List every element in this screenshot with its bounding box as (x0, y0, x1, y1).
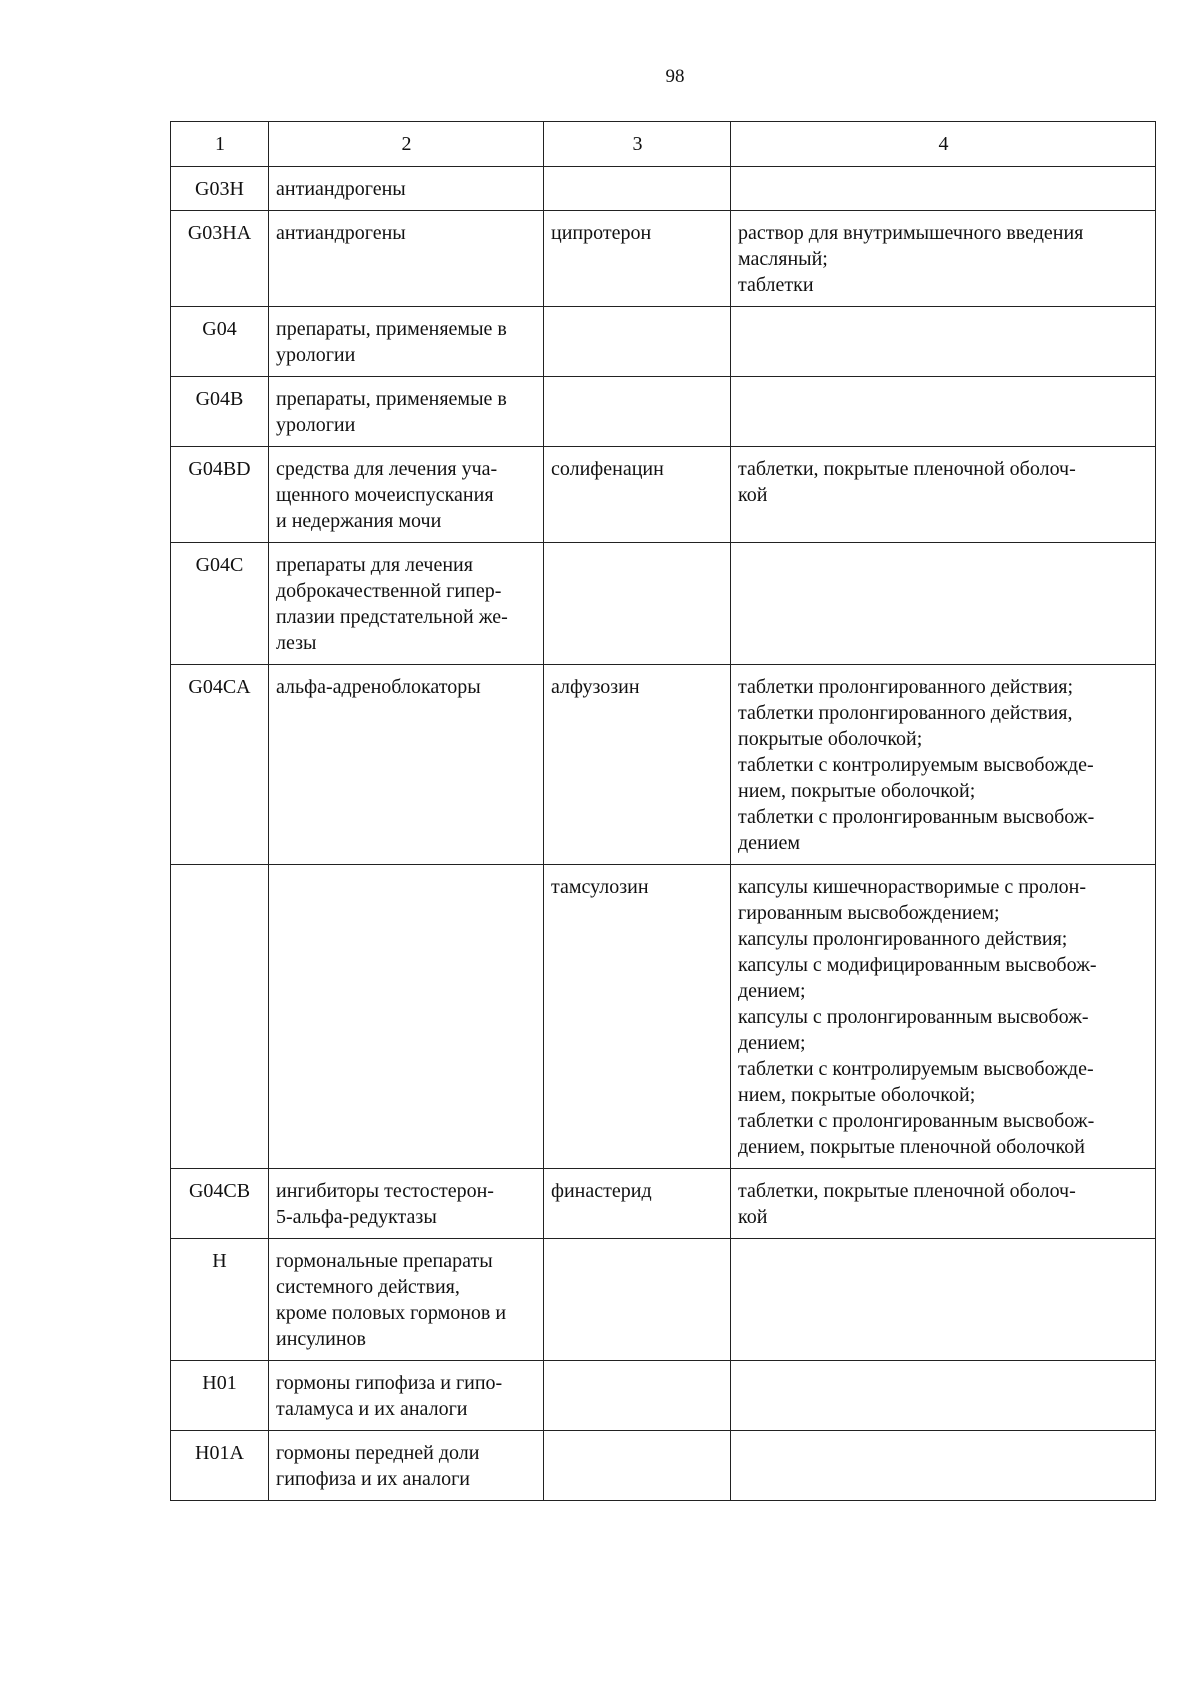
table-row (171, 865, 1156, 1169)
dosage-form-cell: таблетки, покрытые пленочной оболоч- кой (731, 1169, 1156, 1239)
table-row (171, 307, 1156, 377)
header-col-3: 3 (544, 122, 731, 167)
dosage-form-cell: таблетки пролонгированного действия; таблетки пролонгированного действия, покрытые оболочкой; таблетки с контролируемым высвобожде- нием, покрытые оболочкой; таблетки с пролонгированным высвобож- дением (731, 665, 1156, 865)
atc-code-cell: H (171, 1239, 269, 1361)
page-number: 98 (665, 66, 685, 87)
pharmacological-group-cell: антиандрогены (269, 167, 544, 211)
header-col-1: 1 (171, 122, 269, 167)
table-body (171, 122, 1156, 1501)
dosage-form-cell (731, 377, 1156, 447)
table-row (171, 1431, 1156, 1501)
drug-name-cell: финастерид (544, 1169, 731, 1239)
dosage-form-cell (731, 1431, 1156, 1501)
drug-name-cell (544, 377, 731, 447)
pharmacological-group-cell (269, 865, 544, 1169)
table-row (171, 211, 1156, 307)
atc-code-cell: H01 (171, 1361, 269, 1431)
drug-name-cell: солифенацин (544, 447, 731, 543)
atc-code-cell: G04CB (171, 1169, 269, 1239)
pharmacological-group-cell: гормоны передней доли гипофиза и их аналоги (269, 1431, 544, 1501)
header-col-4: 4 (731, 122, 1156, 167)
pharmacological-group-cell: препараты для лечения доброкачественной гипер- плазии предстательной же- лезы (269, 543, 544, 665)
pharmacological-group-cell: гормоны гипофиза и гипо- таламуса и их аналоги (269, 1361, 544, 1431)
drug-name-cell (544, 167, 731, 211)
drug-name-cell: тамсулозин (544, 865, 731, 1169)
atc-code-cell: G04C (171, 543, 269, 665)
drug-name-cell (544, 307, 731, 377)
table-row (171, 665, 1156, 865)
pharmacological-group-cell: препараты, применяемые в урологии (269, 307, 544, 377)
atc-code-cell (171, 865, 269, 1169)
dosage-form-cell (731, 543, 1156, 665)
atc-code-cell: G04B (171, 377, 269, 447)
pharmacological-group-cell: альфа-адреноблокаторы (269, 665, 544, 865)
drug-name-cell (544, 543, 731, 665)
table-header-row (171, 122, 1156, 167)
dosage-form-cell: раствор для внутримышечного введения масляный; таблетки (731, 211, 1156, 307)
table-row (171, 543, 1156, 665)
dosage-form-cell: капсулы кишечнорастворимые с пролон- гированным высвобождением; капсулы пролонгированного действия; капсулы с модифицированным высвобож- дением; капсулы с пролонгированным высвобож- дением; таблетки с контролируемым высвобожде- нием, покрытые оболочкой; таблетки с пролонгированным высвобож- дением, покрытые пленочной оболочкой (731, 865, 1156, 1169)
pharmacological-group-cell: антиандрогены (269, 211, 544, 307)
dosage-form-cell (731, 1361, 1156, 1431)
table-row (171, 167, 1156, 211)
atc-code-cell: G04CA (171, 665, 269, 865)
drug-name-cell (544, 1431, 731, 1501)
atc-code-cell: G03H (171, 167, 269, 211)
drug-name-cell (544, 1239, 731, 1361)
dosage-form-cell (731, 307, 1156, 377)
drug-name-cell (544, 1361, 731, 1431)
atc-code-cell: H01A (171, 1431, 269, 1501)
table-row (171, 1169, 1156, 1239)
table-row (171, 377, 1156, 447)
drug-name-cell: ципротерон (544, 211, 731, 307)
table-row (171, 447, 1156, 543)
atc-code-cell: G04 (171, 307, 269, 377)
pharmacological-group-cell: средства для лечения уча- щенного мочеиспускания и недержания мочи (269, 447, 544, 543)
drug-table (170, 121, 1156, 1501)
pharmacological-group-cell: препараты, применяемые в урологии (269, 377, 544, 447)
atc-code-cell: G04BD (171, 447, 269, 543)
table-row (171, 1239, 1156, 1361)
dosage-form-cell (731, 167, 1156, 211)
table-row (171, 1361, 1156, 1431)
dosage-form-cell: таблетки, покрытые пленочной оболоч- кой (731, 447, 1156, 543)
dosage-form-cell (731, 1239, 1156, 1361)
drug-name-cell: алфузозин (544, 665, 731, 865)
pharmacological-group-cell: ингибиторы тестостерон- 5-альфа-редуктазы (269, 1169, 544, 1239)
atc-code-cell: G03HA (171, 211, 269, 307)
pharmacological-group-cell: гормональные препараты системного действия, кроме половых гормонов и инсулинов (269, 1239, 544, 1361)
header-col-2: 2 (269, 122, 544, 167)
